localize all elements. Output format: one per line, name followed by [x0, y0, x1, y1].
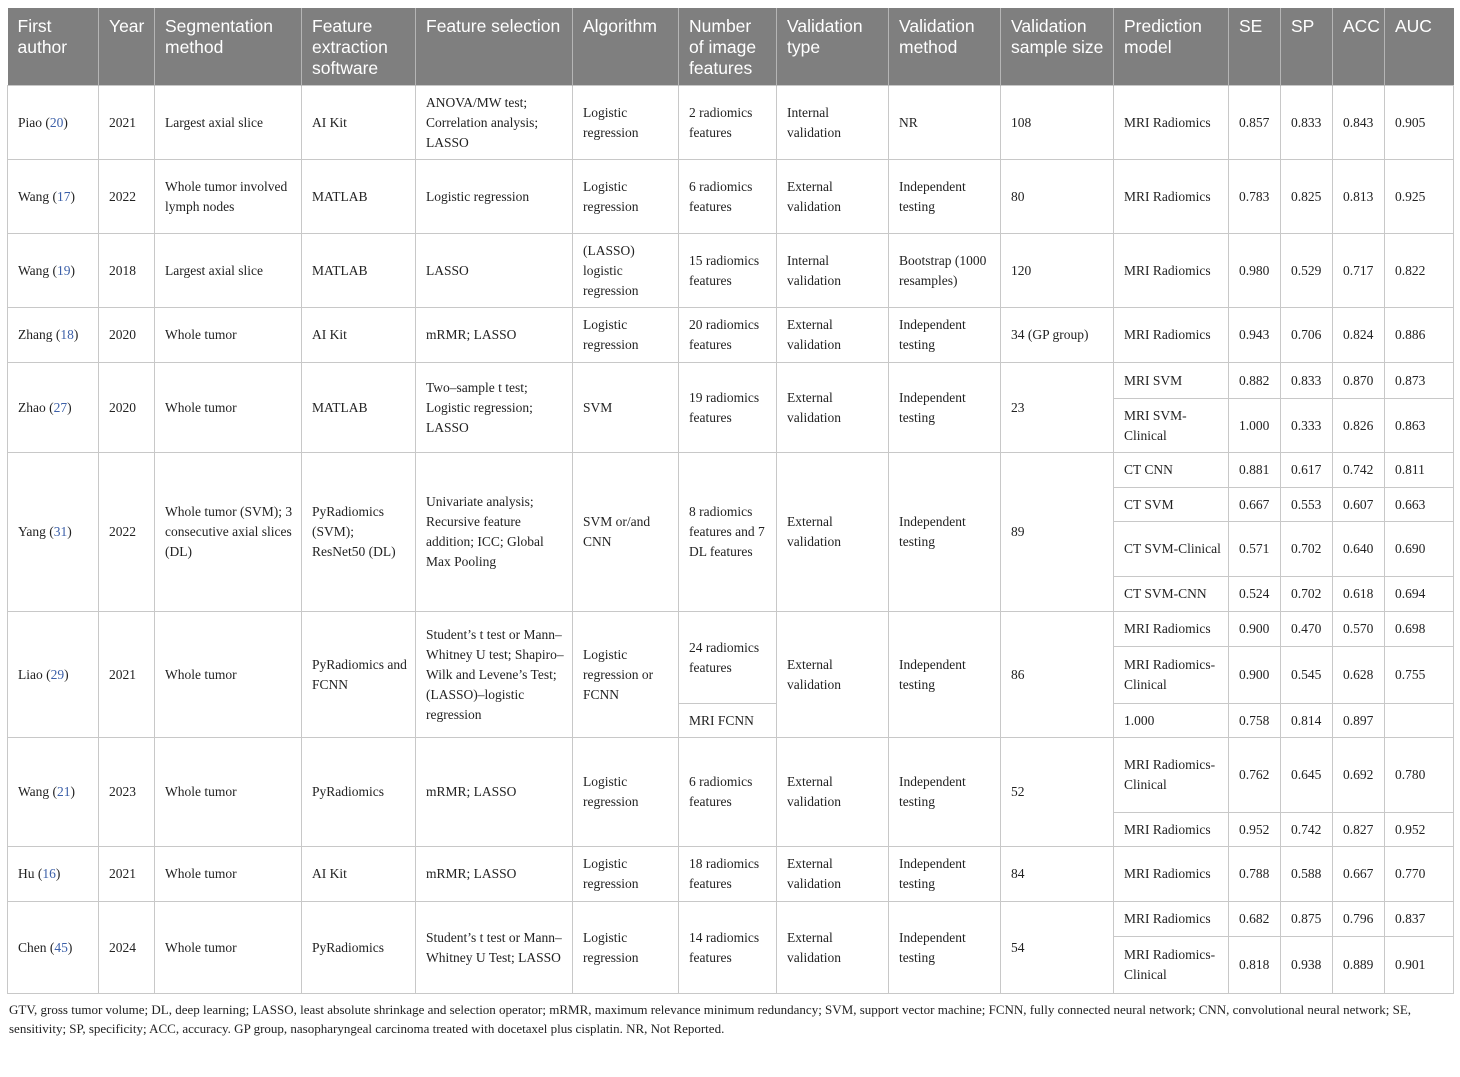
- software-cell: AI Kit: [302, 308, 416, 363]
- validation-type-cell: Internal validation: [777, 234, 889, 308]
- header-feature-selection: Feature selection: [416, 8, 573, 86]
- software-cell: PyRadiomics: [302, 738, 416, 847]
- validation-type-cell: External validation: [777, 160, 889, 234]
- sp-cell: 0.702: [1281, 577, 1333, 612]
- prediction-model-cell: MRI SVM-Clinical: [1114, 399, 1229, 453]
- header-auc: AUC: [1385, 8, 1454, 86]
- auc-cell: 0.886: [1385, 308, 1454, 363]
- acc-cell: 0.897: [1333, 704, 1385, 738]
- validation-method-cell: Independent testing: [889, 902, 1001, 994]
- year-cell: 2021: [99, 612, 155, 738]
- auc-cell: 0.925: [1385, 160, 1454, 234]
- prediction-model-cell: CT CNN: [1114, 453, 1229, 488]
- se-cell: 0.900: [1229, 647, 1281, 704]
- algorithm-cell: Logistic regression: [573, 902, 679, 994]
- segmentation-cell: Whole tumor: [155, 902, 302, 994]
- algorithm-cell: Logistic regression: [573, 160, 679, 234]
- validation-size-cell: 108: [1001, 86, 1114, 160]
- first-author-cell: Piao (20): [8, 86, 99, 160]
- auc-cell: 0.873: [1385, 363, 1454, 399]
- year-cell: 2021: [99, 847, 155, 902]
- sp-cell: 0.645: [1281, 738, 1333, 813]
- acc-cell: 0.640: [1333, 522, 1385, 577]
- validation-size-cell: 54: [1001, 902, 1114, 994]
- sp-cell: 0.702: [1281, 522, 1333, 577]
- image-features-cell: 18 radiomics features: [679, 847, 777, 902]
- auc-cell: 0.770: [1385, 847, 1454, 902]
- segmentation-cell: Whole tumor involved lymph nodes: [155, 160, 302, 234]
- year-cell: 2018: [99, 234, 155, 308]
- feature-selection-cell: mRMR; LASSO: [416, 847, 573, 902]
- acc-cell: 0.843: [1333, 86, 1385, 160]
- reference-link[interactable]: 29: [50, 666, 65, 682]
- se-cell: 0.524: [1229, 577, 1281, 612]
- algorithm-cell: Logistic regression: [573, 738, 679, 847]
- auc-cell: 0.905: [1385, 86, 1454, 160]
- acc-cell: 0.826: [1333, 399, 1385, 453]
- validation-type-cell: Internal validation: [777, 86, 889, 160]
- author-name: Yang: [18, 524, 46, 539]
- sp-cell: 0.588: [1281, 847, 1333, 902]
- acc-cell: 0.607: [1333, 488, 1385, 522]
- table-row: [8, 234, 1454, 308]
- header-segmentation-method: Segmentation method: [155, 8, 302, 86]
- sp-cell: 0.875: [1281, 902, 1333, 937]
- acc-cell: 0.570: [1333, 612, 1385, 647]
- image-features-cell: 6 radiomics features: [679, 160, 777, 234]
- software-cell: PyRadiomics (SVM); ResNet50 (DL): [302, 453, 416, 612]
- first-author-cell: Wang (17): [8, 160, 99, 234]
- software-cell: MATLAB: [302, 363, 416, 453]
- year-cell: 2020: [99, 363, 155, 453]
- segmentation-cell: Whole tumor: [155, 612, 302, 738]
- table-container: [7, 8, 1453, 1038]
- author-name: Wang: [18, 188, 50, 204]
- first-author-cell: Wang (21): [8, 738, 99, 847]
- image-features-cell: 6 radiomics features: [679, 738, 777, 847]
- sp-cell: 0.470: [1281, 612, 1333, 647]
- acc-cell: 0.667: [1333, 847, 1385, 902]
- software-cell: PyRadiomics and FCNN: [302, 612, 416, 738]
- validation-method-cell: Independent testing: [889, 308, 1001, 363]
- validation-type-cell: External validation: [777, 453, 889, 612]
- auc-cell: 0.780: [1385, 738, 1454, 813]
- algorithm-cell: Logistic regression: [573, 86, 679, 160]
- header-number-of-image-features: Number of image features: [679, 8, 777, 86]
- year-cell: 2022: [99, 453, 155, 612]
- segmentation-cell: Whole tumor: [155, 847, 302, 902]
- reference-link[interactable]: 21: [57, 784, 71, 799]
- validation-method-cell: Independent testing: [889, 160, 1001, 234]
- radiomics-studies-table: [7, 8, 1454, 994]
- validation-size-cell: 120: [1001, 234, 1114, 308]
- image-features-extra-cell: MRI FCNN: [679, 704, 777, 738]
- sp-cell: 0.833: [1281, 86, 1333, 160]
- feature-selection-cell: Student’s t test or Mann–Whitney U test; Shapiro–Wilk and Levene’s Test; (LASSO)–logistic regression: [416, 612, 573, 738]
- reference-link[interactable]: 20: [49, 114, 64, 130]
- se-cell: 0.818: [1229, 937, 1281, 994]
- acc-cell: 0.813: [1333, 160, 1385, 234]
- first-author-cell: Hu (16): [8, 847, 99, 902]
- prediction-model-cell: MRI Radiomics: [1114, 612, 1229, 647]
- se-cell: 0.762: [1229, 738, 1281, 813]
- prediction-model-cell: CT SVM-Clinical: [1114, 522, 1229, 577]
- auc-cell: 0.694: [1385, 577, 1454, 612]
- acc-cell: 0.796: [1333, 902, 1385, 937]
- acc-cell: 0.618: [1333, 577, 1385, 612]
- sp-cell: 0.833: [1281, 363, 1333, 399]
- auc-cell: 0.690: [1385, 522, 1454, 577]
- prediction-model-cell: MRI Radiomics: [1114, 308, 1229, 363]
- validation-method-cell: Bootstrap (1000 resamples): [889, 234, 1001, 308]
- se-cell: 0.667: [1229, 488, 1281, 522]
- header-prediction-model: Prediction model: [1114, 8, 1229, 86]
- sp-cell: 0.333: [1281, 399, 1333, 453]
- algorithm-cell: SVM or/and CNN: [573, 453, 679, 612]
- feature-selection-cell: LASSO: [416, 234, 573, 308]
- validation-size-cell: 52: [1001, 738, 1114, 847]
- auc-cell: [1385, 704, 1454, 738]
- author-name: Wang: [18, 262, 50, 278]
- reference-link[interactable]: 17: [57, 188, 71, 204]
- author-name: Zhang: [18, 327, 53, 342]
- prediction-model-cell: MRI Radiomics: [1114, 234, 1229, 308]
- prediction-model-cell: MRI Radiomics: [1114, 847, 1229, 902]
- prediction-model-cell: CT SVM: [1114, 488, 1229, 522]
- acc-cell: 0.824: [1333, 308, 1385, 363]
- header-first-author: First author: [8, 8, 99, 86]
- se-cell: 0.682: [1229, 902, 1281, 937]
- feature-selection-cell: Two–sample t test; Logistic regression; LASSO: [416, 363, 573, 453]
- year-cell: 2022: [99, 160, 155, 234]
- sp-cell: 0.742: [1281, 813, 1333, 847]
- se-cell: 0.952: [1229, 813, 1281, 847]
- sp-cell: 0.825: [1281, 160, 1333, 234]
- first-author-cell: Liao (29): [8, 612, 99, 738]
- prediction-model-cell: MRI Radiomics-Clinical: [1114, 937, 1229, 994]
- first-author-cell: Chen (45): [8, 902, 99, 994]
- se-cell: 0.571: [1229, 522, 1281, 577]
- acc-cell: 0.870: [1333, 363, 1385, 399]
- header-se: SE: [1229, 8, 1281, 86]
- auc-cell: 0.698: [1385, 612, 1454, 647]
- image-features-cell: 2 radiomics features: [679, 86, 777, 160]
- auc-cell: 0.663: [1385, 488, 1454, 522]
- segmentation-cell: Largest axial slice: [155, 234, 302, 308]
- header-validation-type: Validation type: [777, 8, 889, 86]
- acc-cell: 0.692: [1333, 738, 1385, 813]
- image-features-cell: 8 radiomics features and 7 DL features: [679, 453, 777, 612]
- validation-size-cell: 89: [1001, 453, 1114, 612]
- software-cell: AI Kit: [302, 847, 416, 902]
- prediction-model-cell: 1.000: [1114, 704, 1229, 738]
- sp-cell: 0.553: [1281, 488, 1333, 522]
- validation-method-cell: Independent testing: [889, 363, 1001, 453]
- sp-cell: 0.938: [1281, 937, 1333, 994]
- segmentation-cell: Whole tumor (SVM); 3 consecutive axial slices (DL): [155, 453, 302, 612]
- segmentation-cell: Whole tumor: [155, 363, 302, 453]
- se-cell: 0.783: [1229, 160, 1281, 234]
- header-acc: ACC: [1333, 8, 1385, 86]
- algorithm-cell: (LASSO) logistic regression: [573, 234, 679, 308]
- segmentation-cell: Whole tumor: [155, 738, 302, 847]
- validation-method-cell: NR: [889, 86, 1001, 160]
- first-author-cell: Zhang (18): [8, 308, 99, 363]
- software-cell: PyRadiomics: [302, 902, 416, 994]
- validation-size-cell: 84: [1001, 847, 1114, 902]
- validation-type-cell: External validation: [777, 612, 889, 738]
- segmentation-cell: Largest axial slice: [155, 86, 302, 160]
- header-year: Year: [99, 8, 155, 86]
- auc-cell: 0.755: [1385, 647, 1454, 704]
- validation-type-cell: External validation: [777, 363, 889, 453]
- validation-type-cell: External validation: [777, 308, 889, 363]
- validation-size-cell: 34 (GP group): [1001, 308, 1114, 363]
- header-feature-extraction-software: Feature extraction software: [302, 8, 416, 86]
- table-row: [8, 363, 1454, 399]
- auc-cell: 0.811: [1385, 453, 1454, 488]
- year-cell: 2023: [99, 738, 155, 847]
- se-cell: 0.882: [1229, 363, 1281, 399]
- auc-cell: 0.837: [1385, 902, 1454, 937]
- table-row: [8, 612, 1454, 647]
- software-cell: AI Kit: [302, 86, 416, 160]
- header-validation-sample-size: Validation sample size: [1001, 8, 1114, 86]
- sp-cell: 0.617: [1281, 453, 1333, 488]
- header-sp: SP: [1281, 8, 1333, 86]
- validation-type-cell: External validation: [777, 847, 889, 902]
- software-cell: MATLAB: [302, 234, 416, 308]
- author-name: Hu: [18, 866, 35, 881]
- feature-selection-cell: mRMR; LASSO: [416, 308, 573, 363]
- acc-cell: 0.827: [1333, 813, 1385, 847]
- year-cell: 2021: [99, 86, 155, 160]
- validation-type-cell: External validation: [777, 738, 889, 847]
- table-row: [8, 308, 1454, 363]
- validation-size-cell: 86: [1001, 612, 1114, 738]
- auc-cell: 0.901: [1385, 937, 1454, 994]
- prediction-model-cell: MRI Radiomics-Clinical: [1114, 738, 1229, 813]
- feature-selection-cell: Univariate analysis; Recursive feature addition; ICC; Global Max Pooling: [416, 453, 573, 612]
- feature-selection-cell: ANOVA/MW test; Correlation analysis; LASSO: [416, 86, 573, 160]
- feature-selection-cell: Logistic regression: [416, 160, 573, 234]
- algorithm-cell: SVM: [573, 363, 679, 453]
- algorithm-cell: Logistic regression: [573, 308, 679, 363]
- prediction-model-cell: MRI Radiomics-Clinical: [1114, 647, 1229, 704]
- first-author-cell: Zhao (27): [8, 363, 99, 453]
- validation-method-cell: Independent testing: [889, 612, 1001, 738]
- sp-cell: 0.706: [1281, 308, 1333, 363]
- validation-method-cell: Independent testing: [889, 738, 1001, 847]
- image-features-cell: 24 radiomics features: [679, 612, 777, 704]
- table-footnote: GTV, gross tumor volume; DL, deep learning; LASSO, least absolute shrinkage and selection operator; mRMR, maximum relevance minimum redundancy; SVM, support vector machine; FCNN, fully connected neural network; CNN, convolutional neural network; SE, sensitivity; SP, specificity; ACC, accuracy. GP group, nasopharyngeal carcinoma treated with docetaxel plus cisplatin. NR, Not Reported.: [9, 1002, 1412, 1036]
- validation-type-cell: External validation: [777, 902, 889, 994]
- author-name: Wang: [18, 784, 50, 799]
- feature-selection-cell: Student’s t test or Mann–Whitney U Test; LASSO: [416, 902, 573, 994]
- author-name: Chen: [18, 939, 47, 955]
- se-cell: 0.788: [1229, 847, 1281, 902]
- acc-cell: 0.717: [1333, 234, 1385, 308]
- table-row: [8, 738, 1454, 813]
- auc-cell: 0.822: [1385, 234, 1454, 308]
- feature-selection-cell: mRMR; LASSO: [416, 738, 573, 847]
- se-cell: 1.000: [1229, 399, 1281, 453]
- first-author-cell: Wang (19): [8, 234, 99, 308]
- first-author-cell: Yang (31): [8, 453, 99, 612]
- author-name: Liao: [18, 666, 43, 682]
- author-name: Zhao: [18, 399, 46, 415]
- author-name: Piao: [18, 114, 43, 130]
- prediction-model-cell: MRI Radiomics: [1114, 160, 1229, 234]
- year-cell: 2020: [99, 308, 155, 363]
- validation-method-cell: Independent testing: [889, 847, 1001, 902]
- reference-link[interactable]: 31: [53, 524, 68, 539]
- sp-cell: 0.814: [1281, 704, 1333, 738]
- reference-link[interactable]: 45: [54, 939, 68, 955]
- image-features-cell: 14 radiomics features: [679, 902, 777, 994]
- header-algorithm: Algorithm: [573, 8, 679, 86]
- image-features-cell: 19 radiomics features: [679, 363, 777, 453]
- se-cell: 0.980: [1229, 234, 1281, 308]
- software-cell: MATLAB: [302, 160, 416, 234]
- algorithm-cell: Logistic regression or FCNN: [573, 612, 679, 738]
- prediction-model-cell: MRI Radiomics: [1114, 813, 1229, 847]
- table-row: [8, 847, 1454, 902]
- year-cell: 2024: [99, 902, 155, 994]
- table-row: [8, 160, 1454, 234]
- se-cell: 0.900: [1229, 612, 1281, 647]
- table-row: [8, 902, 1454, 937]
- reference-link[interactable]: 18: [60, 327, 74, 342]
- se-cell: 0.857: [1229, 86, 1281, 160]
- header-validation-method: Validation method: [889, 8, 1001, 86]
- prediction-model-cell: MRI Radiomics: [1114, 86, 1229, 160]
- auc-cell: 0.863: [1385, 399, 1454, 453]
- se-cell: 0.943: [1229, 308, 1281, 363]
- validation-size-cell: 23: [1001, 363, 1114, 453]
- algorithm-cell: Logistic regression: [573, 847, 679, 902]
- image-features-cell: 20 radiomics features: [679, 308, 777, 363]
- reference-link[interactable]: 19: [57, 262, 71, 278]
- se-cell: 0.881: [1229, 453, 1281, 488]
- auc-cell: 0.952: [1385, 813, 1454, 847]
- acc-cell: 0.628: [1333, 647, 1385, 704]
- prediction-model-cell: MRI SVM: [1114, 363, 1229, 399]
- segmentation-cell: Whole tumor: [155, 308, 302, 363]
- prediction-model-cell: CT SVM-CNN: [1114, 577, 1229, 612]
- prediction-model-cell: MRI Radiomics: [1114, 902, 1229, 937]
- se-cell: 0.758: [1229, 704, 1281, 738]
- table-body: [8, 86, 1454, 994]
- sp-cell: 0.545: [1281, 647, 1333, 704]
- acc-cell: 0.742: [1333, 453, 1385, 488]
- sp-cell: 0.529: [1281, 234, 1333, 308]
- reference-link[interactable]: 16: [42, 866, 56, 881]
- reference-link[interactable]: 27: [53, 399, 68, 415]
- validation-size-cell: 80: [1001, 160, 1114, 234]
- header-row: [8, 8, 1454, 86]
- table-row: [8, 453, 1454, 488]
- image-features-cell: 15 radiomics features: [679, 234, 777, 308]
- table-row: [8, 86, 1454, 160]
- validation-method-cell: Independent testing: [889, 453, 1001, 612]
- acc-cell: 0.889: [1333, 937, 1385, 994]
